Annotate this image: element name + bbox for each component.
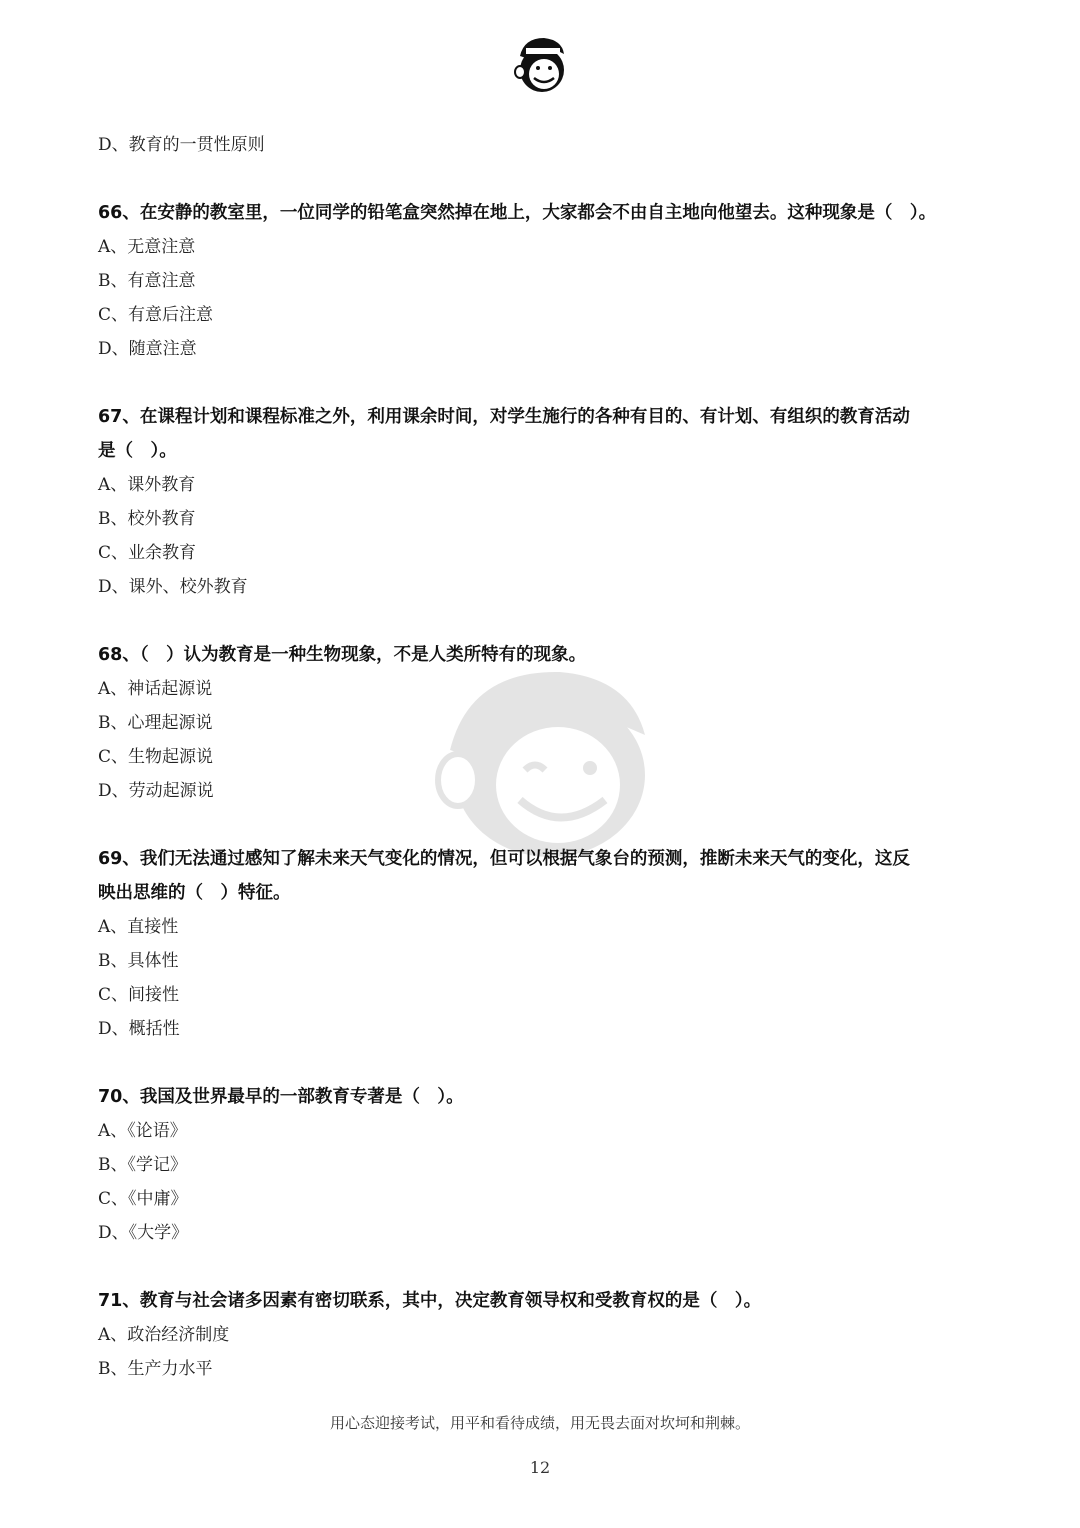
option-c: C、生物起源说 [98,747,214,767]
option-d: D、课外、校外教育 [98,577,248,597]
monkey-logo-icon [512,32,572,96]
question-68 [98,638,998,808]
option-b: B、校外教育 [98,509,196,529]
question-stem-line-1: 69、我们无法通过感知了解未来天气变化的情况，但可以根据气象台的预测，推断未来天气的变化，这反 [98,849,910,869]
option-a: A、《论语》 [98,1121,187,1141]
option-b: B、心理起源说 [98,713,213,733]
question-stem: 66、在安静的教室里，一位同学的铅笔盒突然掉在地上，大家都会不由自主地向他望去。这种现象是（ ）。 [98,203,937,223]
option-b: B、具体性 [98,951,179,971]
option-c: C、业余教育 [98,543,197,563]
option-d: D、概括性 [98,1019,180,1039]
option-c: C、有意后注意 [98,305,214,325]
footer-motto: 用心态迎接考试，用平和看待成绩，用无畏去面对坎坷和荆棘。 [329,1414,750,1432]
option-a: A、神话起源说 [98,679,213,699]
option-a: A、政治经济制度 [98,1325,230,1345]
option-b: B、《学记》 [98,1155,187,1175]
option-c: C、《中庸》 [98,1189,188,1209]
option-a: A、直接性 [98,917,179,937]
question-stem-line-2: 映出思维的（ ）特征。 [98,883,291,903]
question-71 [98,1284,998,1386]
previous-question-option: D、教育的一贯性原则 [98,135,265,155]
question-stem-line-2: 是（ ）。 [98,441,177,461]
option-a: A、课外教育 [98,475,196,495]
question-stem-line-1: 67、在课程计划和课程标准之外，利用课余时间，对学生施行的各种有目的、有计划、有组织的教育活动 [98,407,910,427]
question-list [98,128,998,1386]
question-69 [98,842,998,1046]
option-a: A、无意注意 [98,237,196,257]
option-d: D、《大学》 [98,1223,189,1243]
question-66 [98,196,998,366]
option-c: C、间接性 [98,985,180,1005]
question-stem: 68、（ ）认为教育是一种生物现象，不是人类所特有的现象。 [98,645,587,665]
option-b: B、有意注意 [98,271,196,291]
option-d: D、劳动起源说 [98,781,214,801]
page-number: 12 [529,1458,551,1477]
question-stem: 70、我国及世界最早的一部教育专著是（ ）。 [98,1087,464,1107]
question-stem: 71、教育与社会诸多因素有密切联系，其中，决定教育领导权和受教育权的是（ ）。 [98,1291,762,1311]
option-b: B、生产力水平 [98,1359,213,1379]
option-d: D、随意注意 [98,339,197,359]
question-67 [98,400,998,604]
question-70 [98,1080,998,1250]
